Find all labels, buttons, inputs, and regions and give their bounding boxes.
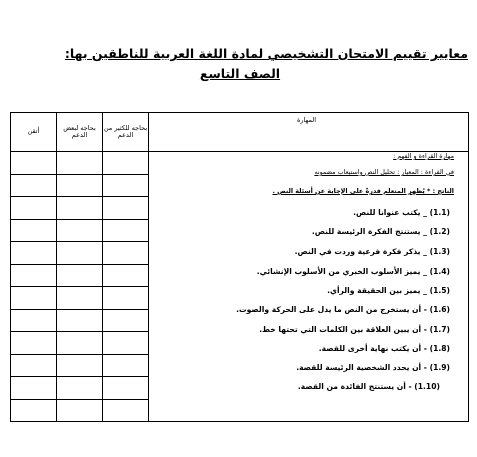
mastered-cell[interactable]	[11, 377, 57, 400]
header-some-support: بحاجه لبعض الدعم	[57, 113, 103, 152]
much-support-cell[interactable]	[103, 197, 149, 220]
skill-item: (1.10) - أن يستنتج الفائدة من القصة.	[297, 382, 440, 391]
some-support-cell[interactable]	[57, 309, 103, 332]
mastered-cell[interactable]	[11, 242, 57, 265]
mastered-cell[interactable]	[11, 332, 57, 355]
much-support-cell[interactable]	[103, 242, 149, 265]
mastered-cell[interactable]	[11, 309, 57, 332]
some-support-cell[interactable]	[57, 332, 103, 355]
skill-item: (1.1) _ يكتب عنوانا للنص.	[353, 208, 450, 217]
skill-item: (1.4) _ يميز الأسلوب الخبري من الأسلوب الإنشائي.	[256, 267, 450, 276]
some-support-cell[interactable]	[57, 377, 103, 400]
some-support-cell[interactable]	[57, 287, 103, 310]
much-support-cell[interactable]	[103, 399, 149, 422]
section-heading: مهارة القراءة و الفهم :	[393, 152, 454, 160]
some-support-cell[interactable]	[57, 152, 103, 175]
much-support-cell[interactable]	[103, 219, 149, 242]
mastered-cell[interactable]	[11, 287, 57, 310]
much-support-cell[interactable]	[103, 152, 149, 175]
much-support-cell[interactable]	[103, 287, 149, 310]
some-support-cell[interactable]	[57, 197, 103, 220]
header-mastered: أتقن	[11, 113, 57, 152]
skill-item: (1.9) - أن يحدد الشخصية الرئيسة للقصة.	[296, 363, 450, 372]
page-subtitle: الصف التاسع	[199, 66, 281, 81]
some-support-cell[interactable]	[57, 354, 103, 377]
much-support-cell[interactable]	[103, 309, 149, 332]
skill-item: (1.6) - أن يستخرج من النص ما يدل على الحركة والصوت.	[236, 305, 450, 314]
some-support-cell[interactable]	[57, 399, 103, 422]
skill-item: (1.2) _ يستنتج الفكرة الرئيسة للنص.	[311, 227, 450, 236]
criterion-line: في القراءة : المعيار : تحليل النص واستيعاب مضمونه	[314, 168, 454, 176]
much-support-cell[interactable]	[103, 377, 149, 400]
mastered-cell[interactable]	[11, 264, 57, 287]
much-support-cell[interactable]	[103, 174, 149, 197]
page-title: معايير تقييم الامتحان التشخيصي لمادة اللغة العربية للناطقين بها:	[64, 46, 468, 61]
header-skill: المهارة	[149, 113, 469, 152]
mastered-cell[interactable]	[11, 174, 57, 197]
mastered-cell[interactable]	[11, 399, 57, 422]
much-support-cell[interactable]	[103, 264, 149, 287]
much-support-cell[interactable]	[103, 332, 149, 355]
skill-item: (1.5) _ يميز بين الحقيقة والرأي.	[327, 286, 450, 295]
mastered-cell[interactable]	[11, 219, 57, 242]
skill-item: (1.8) - أن يكتب نهاية أخرى للقصة.	[318, 344, 450, 353]
some-support-cell[interactable]	[57, 174, 103, 197]
skill-item: (1.7) - أن يبين العلاقة بين الكلمات التي تحتها خط.	[259, 325, 450, 334]
mastered-cell[interactable]	[11, 197, 57, 220]
mastered-cell[interactable]	[11, 152, 57, 175]
mastered-cell[interactable]	[11, 354, 57, 377]
some-support-cell[interactable]	[57, 264, 103, 287]
table-header-row	[11, 113, 469, 152]
skill-item: (1.3) _ يذكر فكرة فرعية وردت في النص.	[294, 247, 450, 256]
some-support-cell[interactable]	[57, 242, 103, 265]
outcome-line: الناتج : * يُظهر المتعلم قدرةً على الإجابة عن أسئلة النص .	[272, 187, 454, 195]
header-much-support: بحاجه للكثير من الدعم	[103, 113, 149, 152]
some-support-cell[interactable]	[57, 219, 103, 242]
much-support-cell[interactable]	[103, 354, 149, 377]
